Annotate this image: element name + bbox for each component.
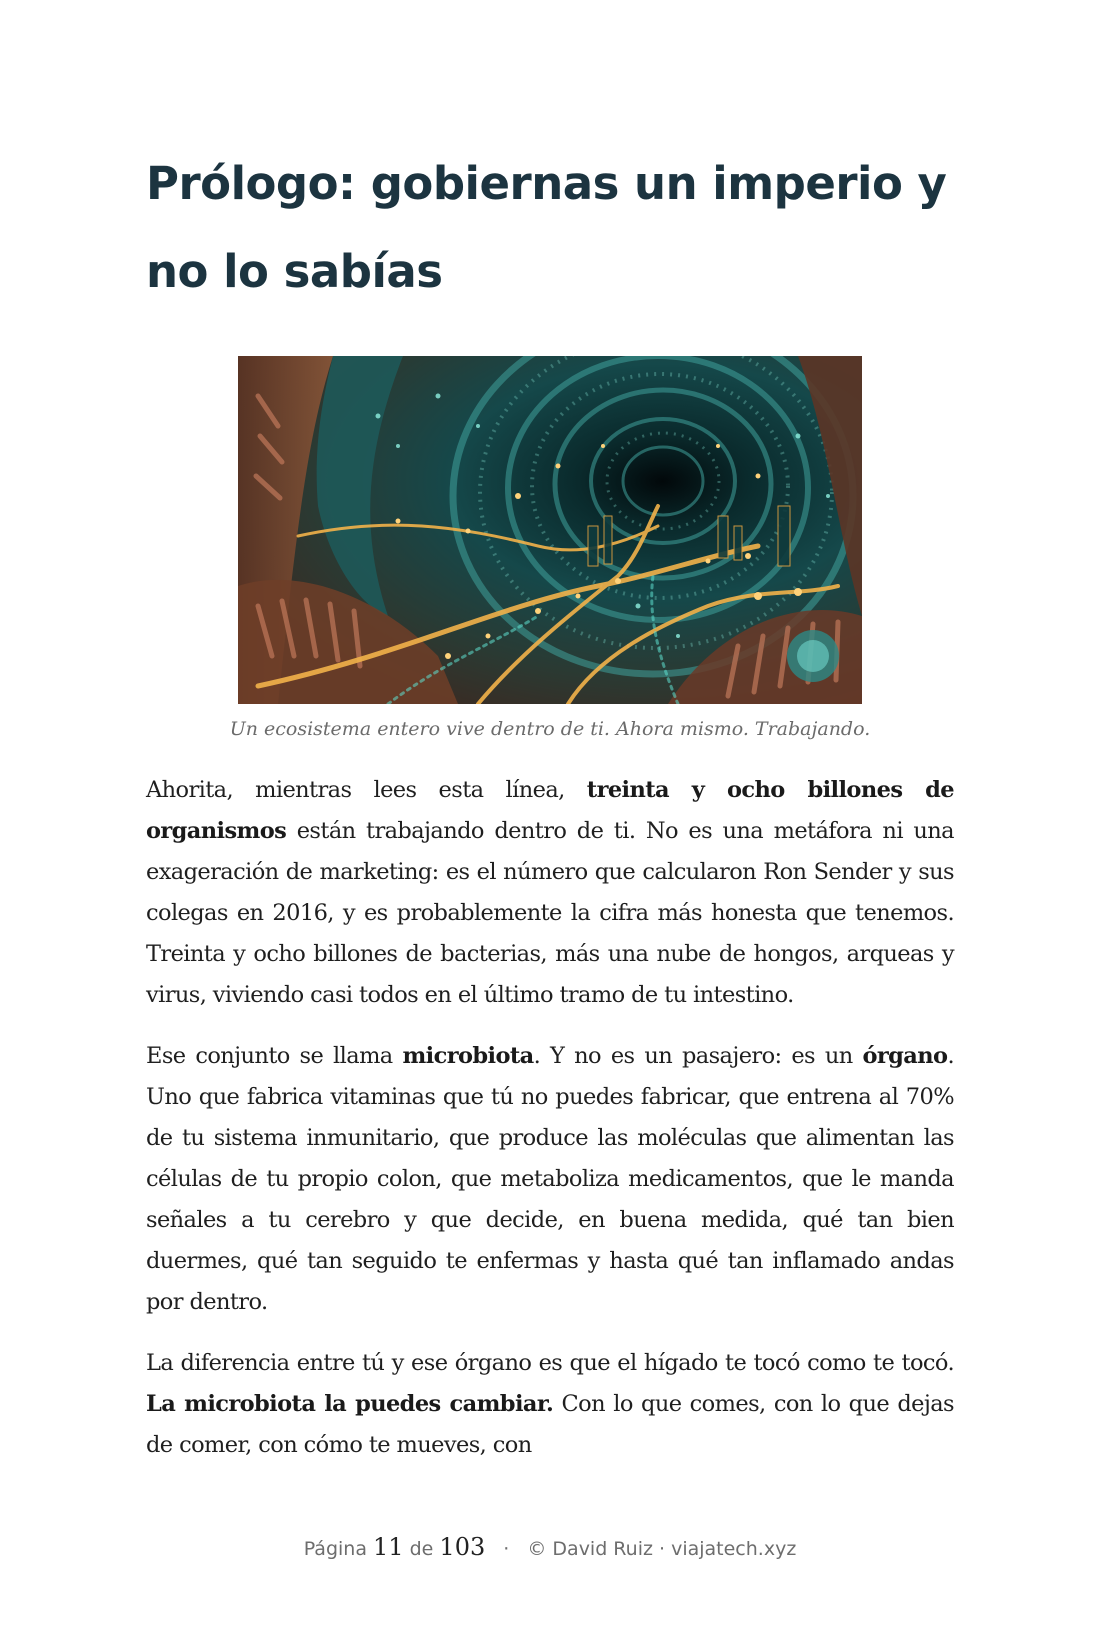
- bold-segment: La microbiota la puedes cambiar.: [146, 1391, 554, 1417]
- figure: [146, 356, 954, 740]
- page-label: Página: [303, 1538, 367, 1560]
- text-segment: Ese conjunto se llama: [146, 1043, 403, 1069]
- paragraph-2: [146, 1036, 954, 1323]
- paragraph-1: [146, 770, 954, 1016]
- intestine-city-illustration: [238, 356, 862, 704]
- bold-segment: treinta y ocho billones de organismos: [146, 777, 954, 844]
- chapter-title-line-1: Prólogo: gobiernas un imperio y: [146, 157, 947, 210]
- page-content: [146, 140, 954, 1486]
- text-segment: . Uno que fabrica vitaminas que tú no puedes fabricar, que entrena al 70% de tu sistema inmunitario, que produce las moléculas que alimentan las células de tu propio colon, que metaboliza medicamentos, que le manda señales a tu cerebro y que decide, en buena medida, qué tan bien duermes, qué tan seguido te enfermas y hasta qué tan inflamado andas por dentro.: [146, 1043, 954, 1315]
- bold-segment: microbiota: [402, 1043, 534, 1069]
- bold-segment: órgano: [862, 1043, 948, 1069]
- of-label: de: [409, 1538, 434, 1560]
- paragraph-3: [146, 1343, 954, 1466]
- copyright: © David Ruiz · viajatech.xyz: [527, 1538, 797, 1560]
- page-number: 11: [373, 1533, 404, 1561]
- page-footer: [0, 1533, 1100, 1561]
- chapter-title: [146, 140, 954, 316]
- text-segment: Ahorita, mientras lees esta línea,: [146, 777, 587, 803]
- footer-separator: ·: [503, 1538, 510, 1560]
- total-pages: 103: [439, 1533, 486, 1561]
- body-text: [146, 770, 954, 1466]
- text-segment: Con lo que comes, con lo que dejas de comer, con cómo te mueves, con: [146, 1391, 954, 1458]
- text-segment: La diferencia entre tú y ese órgano es que el hígado te tocó como te tocó.: [146, 1350, 954, 1376]
- text-segment: están trabajando dentro de ti. No es una metáfora ni una exageración de marketing: es el número que calcularon Ron Sender y sus colegas en 2016, y es probablemente la cifra más honesta que tenemos. Treinta y ocho billones de bacterias, más una nube de hongos, arqueas y virus, viviendo casi todos en el último tramo de tu intestino.: [146, 818, 954, 1008]
- text-segment: . Y no es un pasajero: es un: [533, 1043, 863, 1069]
- chapter-title-line-2: no lo sabías: [146, 245, 443, 298]
- figure-caption: Un ecosistema entero vive dentro de ti. Ahora mismo. Trabajando.: [229, 718, 871, 740]
